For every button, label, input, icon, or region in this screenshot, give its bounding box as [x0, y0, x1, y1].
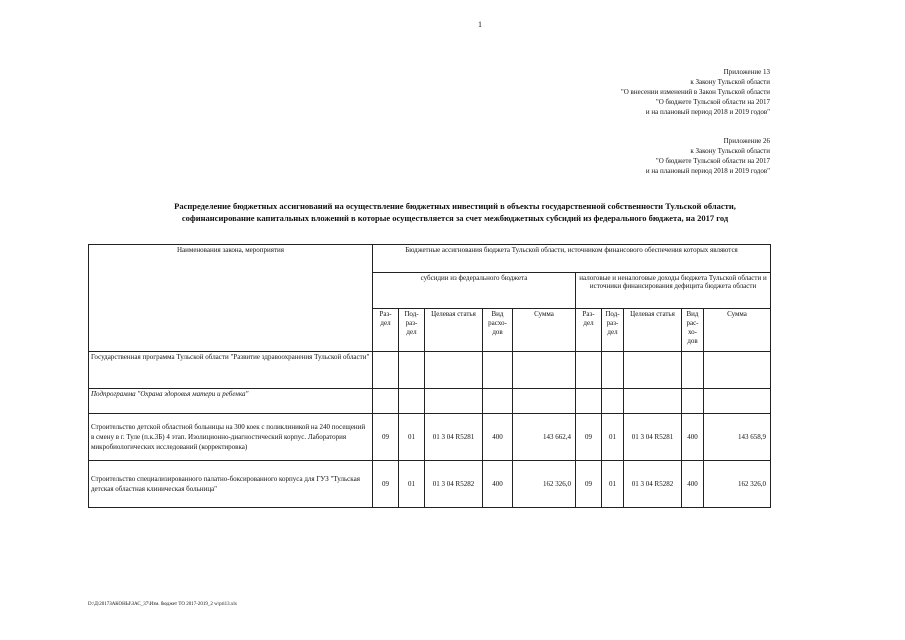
cell-vid: 400 [483, 461, 513, 508]
budget-table [88, 244, 771, 508]
col-vid: Вид рас-хо-дов [682, 309, 704, 352]
title-line-2: софинансирование капитальных вложений в которые осуществляется за счет межбюджетных субсидий из федерального бюджета, на 2017 год [181, 213, 729, 223]
row-name: Строительство детской областной больницы на 300 коек с поликлиникой на 240 посещений в смену в г. Туле (п.к.3Б) 4 этап. Изолиционно-диагностический корпус. Лаборатория микробиологических исследований (корректировка) [89, 414, 373, 461]
budget-header: Бюджетные ассигнования бюджета Тульской области, источником финансового обеспечения которых являются [373, 245, 771, 273]
cell-razdel: 09 [373, 414, 399, 461]
cell-vid: 400 [682, 414, 704, 461]
table-row [89, 461, 771, 508]
title-line-1: Распределение бюджетных ассигнований на осуществление бюджетных инвестиций в объекты государственной собственности Тульской области, [174, 201, 736, 211]
cell-razdel: 09 [576, 414, 602, 461]
subprogram-title: Подпрограмма "Охрана здоровья матери и ребенка" [89, 389, 373, 414]
col-summa: Сумма [704, 309, 771, 352]
col-razdel: Раз-дел [373, 309, 399, 352]
appendix-line: "О внесении изменений в Закон Тульской области [620, 88, 770, 96]
cell-summa: 162 326,0 [704, 461, 771, 508]
appendix-line: "О бюджете Тульской области на 2017 [655, 157, 770, 165]
cell-razdel: 09 [576, 461, 602, 508]
appendix-line: к Закону Тульской области [690, 78, 770, 86]
cell-podrazdel: 01 [399, 461, 425, 508]
cell-summa: 143 662,4 [513, 414, 576, 461]
appendix-13-block [621, 67, 770, 117]
cell-vid: 400 [483, 414, 513, 461]
page-number: 1 [478, 20, 482, 29]
appendix-26-block [646, 136, 770, 176]
appendix-line: и на плановый период 2018 и 2019 годов" [645, 167, 770, 175]
cell-podrazdel: 01 [602, 461, 624, 508]
cell-podrazdel: 01 [399, 414, 425, 461]
appendix-line: к Закону Тульской области [690, 147, 770, 155]
col-summa: Сумма [513, 309, 576, 352]
col-razdel: Раз-дел [576, 309, 602, 352]
file-path: D:\Д\2017ЗАКОНЫ\ЗАС_37\Изм. бюджет ТО 2017-2019_2 w\pri13.xls [88, 602, 237, 607]
federal-subsidies-header: субсидии из федерального бюджета [373, 273, 576, 309]
col-vid: Вид расхо-дов [483, 309, 513, 352]
appendix-line: и на плановый период 2018 и 2019 годов" [645, 108, 770, 116]
col-podrazdel: Под-раз-дел [602, 309, 624, 352]
cell-celevaya: 01 3 04 R5281 [425, 414, 483, 461]
col-podrazdel: Под-раз-дел [399, 309, 425, 352]
cell-celevaya: 01 3 04 R5282 [624, 461, 682, 508]
cell-celevaya: 01 3 04 R5282 [425, 461, 483, 508]
cell-razdel: 09 [373, 461, 399, 508]
row-name: Строительство специализированного палатно-боксированного корпуса для ГУЗ "Тульская детская областная клиническая больница" [89, 461, 373, 508]
appendix-line: "О бюджете Тульской области на 2017 [655, 98, 770, 106]
cell-celevaya: 01 3 04 R5281 [624, 414, 682, 461]
name-column-header: Наименования закона, мероприятия [89, 245, 373, 352]
cell-summa: 162 326,0 [513, 461, 576, 508]
col-celevaya: Целевая статья [624, 309, 682, 352]
document-title [60, 200, 850, 224]
regional-revenues-header: налоговые и неналоговые доходы бюджета Тульской области и источники финансирования дефицита бюджета области [576, 273, 771, 309]
program-title: Государственная программа Тульской области "Развитие здравоохранения Тульской области" [89, 352, 373, 389]
appendix-line: Приложение 13 [723, 68, 770, 76]
cell-vid: 400 [682, 461, 704, 508]
cell-podrazdel: 01 [602, 414, 624, 461]
col-celevaya: Целевая статья [425, 309, 483, 352]
appendix-line: Приложение 26 [723, 137, 770, 145]
table-row [89, 414, 771, 461]
cell-summa: 143 658,9 [704, 414, 771, 461]
